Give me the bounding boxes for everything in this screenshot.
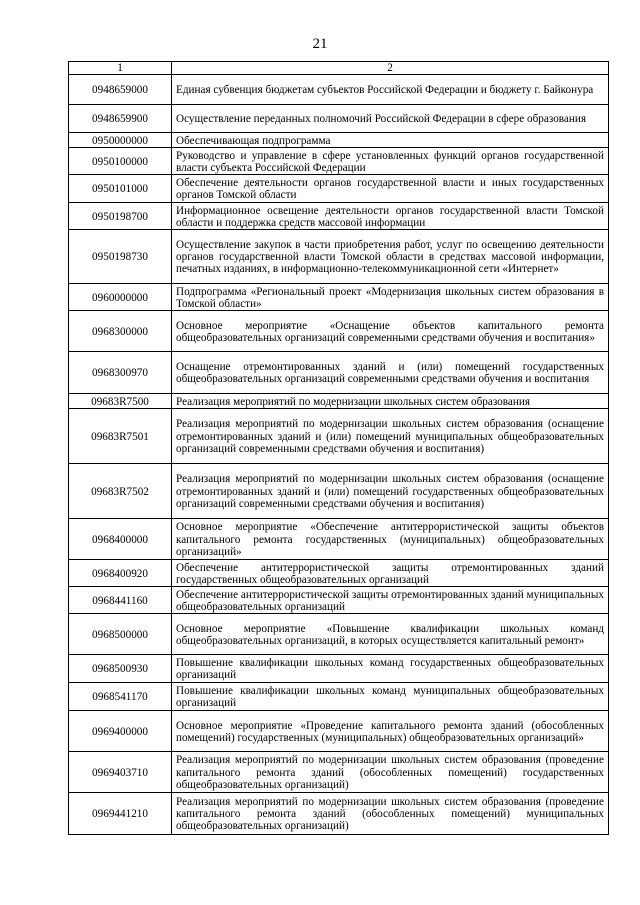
table-row bbox=[69, 175, 609, 203]
table-row bbox=[69, 752, 609, 793]
row-description: Осуществление переданных полномочий Российской Федерации в сфере образования bbox=[172, 105, 609, 133]
table-row bbox=[69, 409, 609, 464]
row-code: 0969403710 bbox=[69, 752, 172, 793]
row-code: 0968500930 bbox=[69, 655, 172, 683]
table-row bbox=[69, 133, 609, 148]
row-description: Руководство и управление в сфере установленных функций органов государственной власти субъекта Российской Федерации bbox=[172, 148, 609, 175]
row-code: 0968541170 bbox=[69, 683, 172, 711]
page-number: 21 bbox=[312, 36, 328, 52]
table-row bbox=[69, 311, 609, 352]
row-description: Обеспечение антитеррористической защиты отремонтированных зданий муниципальных общеобразовательных организаций bbox=[172, 587, 609, 614]
row-description: Реализация мероприятий по модернизации школьных систем образования (проведение капитального ремонта зданий (обособленных помещений) муниципальных общеобразовательных организаций) bbox=[172, 793, 609, 835]
row-code: 0968300000 bbox=[69, 311, 172, 352]
row-code: 0948659000 bbox=[69, 75, 172, 105]
row-code: 0950100000 bbox=[69, 148, 172, 175]
table-row bbox=[69, 560, 609, 587]
row-code: 0968300970 bbox=[69, 352, 172, 394]
table-row bbox=[69, 655, 609, 683]
row-code: 0969441210 bbox=[69, 793, 172, 835]
table-row bbox=[69, 352, 609, 394]
row-description: Информационное освещение деятельности органов государственной власти Томской области и поддержка средств массовой информации bbox=[172, 203, 609, 230]
row-description: Реализация мероприятий по модернизации школьных систем образования (проведение капитального ремонта зданий (обособленных помещений) государственных общеобразовательных организаций) bbox=[172, 752, 609, 793]
row-description: Основное мероприятие «Проведение капитального ремонта зданий (обособленных помещений) государственных (муниципальных) общеобразовательных организаций» bbox=[172, 711, 609, 752]
column-header-code: 1 bbox=[69, 62, 172, 75]
row-code: 0950198730 bbox=[69, 230, 172, 284]
row-description: Осуществление закупок в части приобретения работ, услуг по освещению деятельности органов государственной власти Томской области в средствах массовой информации, печатных изданиях, в информационно-телекоммуникационной сети «Интернет» bbox=[172, 230, 609, 284]
row-description: Повышение квалификации школьных команд государственных общеобразовательных организаций bbox=[172, 655, 609, 683]
row-description: Обеспечивающая подпрограмма bbox=[172, 133, 609, 148]
table-row bbox=[69, 464, 609, 519]
table-row bbox=[69, 711, 609, 752]
row-code: 0950000000 bbox=[69, 133, 172, 148]
row-description: Реализация мероприятий по модернизации школьных систем образования (оснащение отремонтированных зданий и (или) помещений муниципальных общеобразовательных организаций современными средствами обучения и воспитания) bbox=[172, 409, 609, 464]
row-code: 0948659900 bbox=[69, 105, 172, 133]
table-row bbox=[69, 394, 609, 409]
row-description: Основное мероприятие «Оснащение объектов капитального ремонта общеобразовательных организаций современными средствами обучения и воспитания» bbox=[172, 311, 609, 352]
table-row bbox=[69, 519, 609, 560]
table-header-row bbox=[69, 62, 609, 75]
table-row bbox=[69, 587, 609, 614]
row-code: 0968441160 bbox=[69, 587, 172, 614]
row-code: 0960000000 bbox=[69, 284, 172, 311]
table-row bbox=[69, 105, 609, 133]
row-code: 0950101000 bbox=[69, 175, 172, 203]
row-code: 0968400000 bbox=[69, 519, 172, 560]
row-description: Обеспечение деятельности органов государственной власти и иных государственных органов Томской области bbox=[172, 175, 609, 203]
table-row bbox=[69, 683, 609, 711]
row-description: Подпрограмма «Региональный проект «Модернизация школьных систем образования в Томской области» bbox=[172, 284, 609, 311]
row-description: Реализация мероприятий по модернизации школьных систем образования (оснащение отремонтированных зданий и (или) помещений государственных общеобразовательных организаций современными средствами обучения и воспитания) bbox=[172, 464, 609, 519]
row-code: 0950198700 bbox=[69, 203, 172, 230]
row-description: Обеспечение антитеррористической защиты отремонтированных зданий государственных общеобразовательных организаций bbox=[172, 560, 609, 587]
budget-code-table bbox=[68, 61, 609, 835]
row-code: 09683R7502 bbox=[69, 464, 172, 519]
table-row bbox=[69, 203, 609, 230]
row-description: Основное мероприятие «Обеспечение антитеррористической защиты объектов капитального ремонта государственных (муниципальных) общеобразовательных организаций» bbox=[172, 519, 609, 560]
row-code: 0969400000 bbox=[69, 711, 172, 752]
table-row bbox=[69, 230, 609, 284]
row-description: Единая субвенция бюджетам субъектов Российской Федерации и бюджету г. Байконура bbox=[172, 75, 609, 105]
column-header-name: 2 bbox=[172, 62, 609, 75]
row-description: Основное мероприятие «Повышение квалификации школьных команд общеобразовательных организаций, в которых осуществляется капитальный ремонт» bbox=[172, 614, 609, 655]
table-row bbox=[69, 614, 609, 655]
table-row bbox=[69, 148, 609, 175]
row-code: 0968500000 bbox=[69, 614, 172, 655]
row-code: 09683R7501 bbox=[69, 409, 172, 464]
row-description: Реализация мероприятий по модернизации школьных систем образования bbox=[172, 394, 609, 409]
row-description: Повышение квалификации школьных команд муниципальных общеобразовательных организаций bbox=[172, 683, 609, 711]
row-code: 0968400920 bbox=[69, 560, 172, 587]
row-code: 09683R7500 bbox=[69, 394, 172, 409]
table-row bbox=[69, 793, 609, 835]
table-row bbox=[69, 284, 609, 311]
table-row bbox=[69, 75, 609, 105]
row-description: Оснащение отремонтированных зданий и (или) помещений государственных общеобразовательных организаций современными средствами обучения и воспитания bbox=[172, 352, 609, 394]
